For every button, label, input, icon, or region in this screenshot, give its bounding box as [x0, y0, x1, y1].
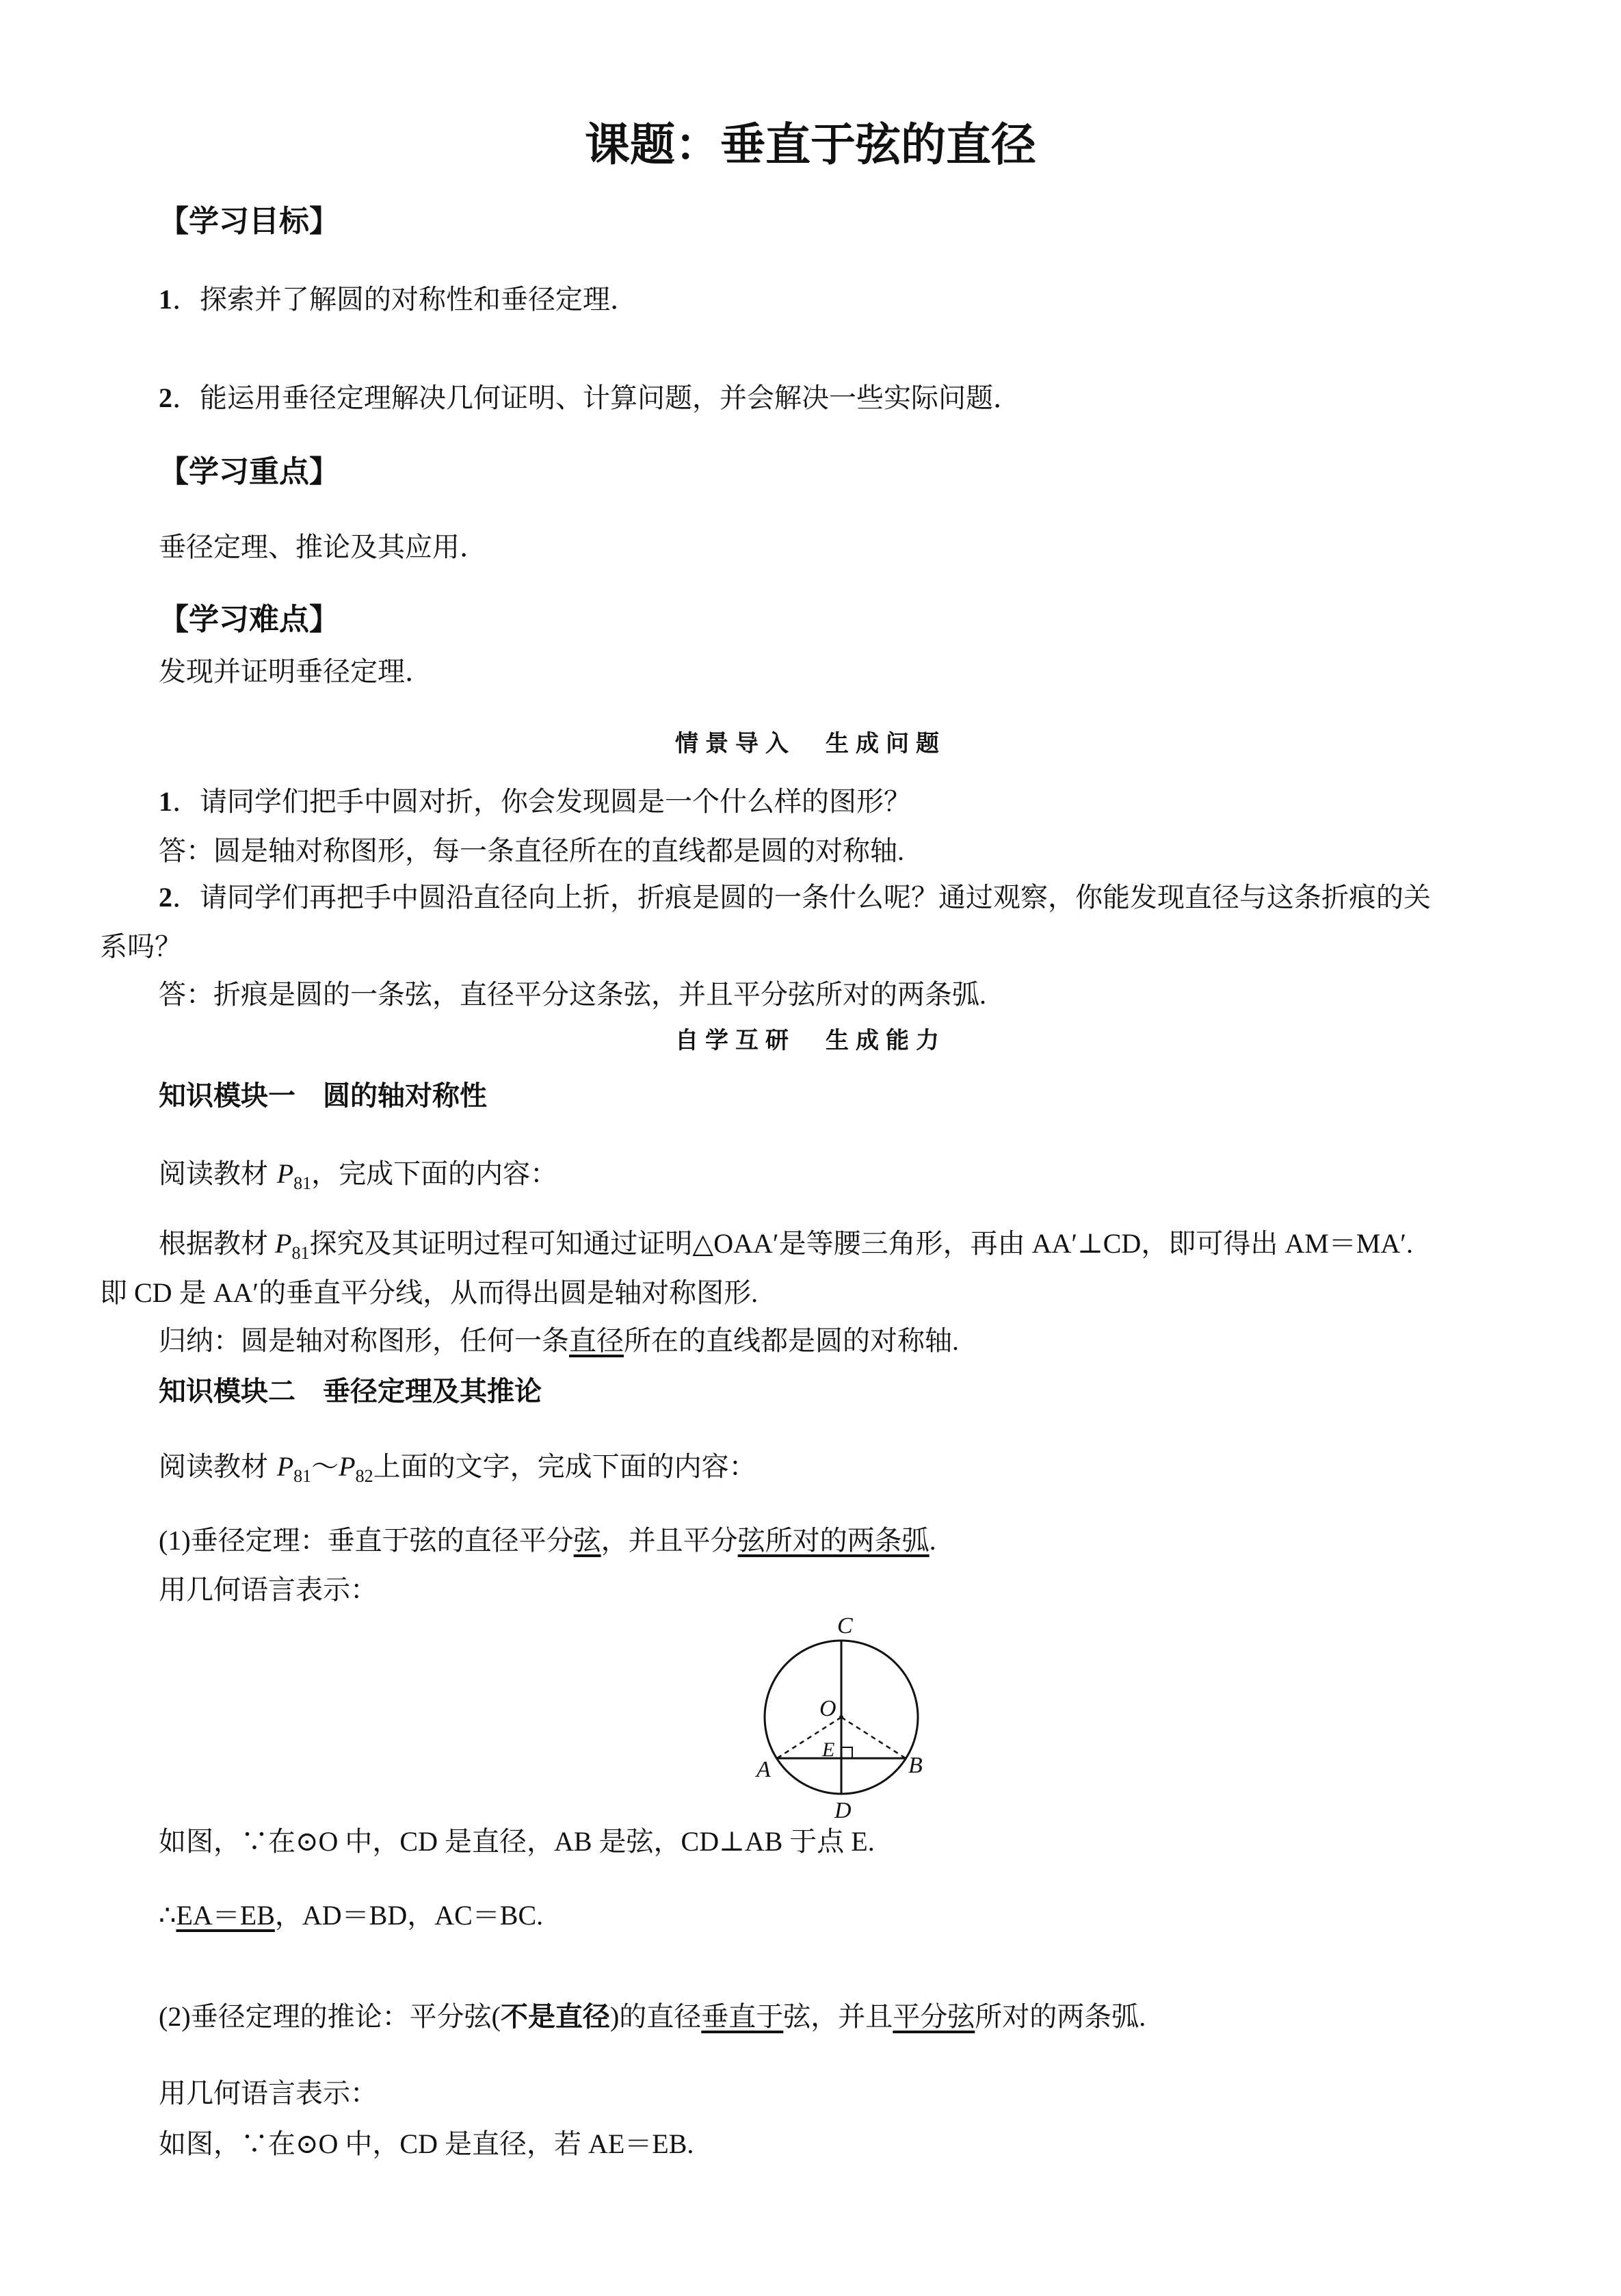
section-heading-self-study: 自学互研 生成能力 — [675, 1028, 946, 1054]
objectives-heading: 【学习目标】 — [159, 204, 339, 239]
difficulties-heading: 【学习难点】 — [159, 602, 339, 637]
objective-item — [159, 283, 637, 316]
theorem-given: 如图，∵在⊙O 中，CD 是直径，AB 是弦，CD⊥AB 于点 E. — [159, 1826, 875, 1857]
question-2-continued: 系吗？ — [100, 931, 182, 962]
geometric-language-label: 用几何语言表示： — [159, 1574, 378, 1605]
module-1-summary: 归纳：圆是轴对称图形，任何一条直径所在的直线都是圆的对称轴. — [159, 1325, 959, 1357]
question-number: 1 — [159, 786, 172, 817]
answer-2: 答：折痕是圆的一条弦，直径平分这条弦，并且平分弦所对的两条弧. — [159, 979, 986, 1010]
question-1 — [159, 785, 911, 818]
key-points-text: 垂径定理、推论及其应用． — [159, 532, 487, 563]
geometric-language-label-2: 用几何语言表示： — [159, 2078, 378, 2109]
question-number: 2 — [159, 882, 172, 913]
label-d: D — [834, 1798, 852, 1823]
theorem-conclusion: ∴EA＝EB，AD＝BD，AC＝BC. — [159, 1900, 544, 1931]
fill-blank: 弦所对的两条弧 — [737, 1525, 930, 1556]
label-e: E — [822, 1738, 835, 1761]
objective-item — [159, 382, 1020, 415]
module-2-title: 知识模块二 垂径定理及其推论 — [159, 1376, 542, 1407]
fill-blank: 平分弦 — [893, 2001, 975, 2032]
perpendicular-diameter-theorem: (1)垂径定理：垂直于弦的直径平分弦，并且平分弦所对的两条弧. — [159, 1525, 936, 1556]
circle-diagram — [752, 1604, 930, 1823]
question-2 — [159, 881, 1431, 914]
module-2-reading: 阅读教材 $P_{81}\sim P_{82}$上面的文字，完成下面的内容： — [159, 1451, 756, 1486]
theorem-corollary: (2)垂径定理的推论：平分弦(不是直径)的直径垂直于弦，并且平分弦所对的两条弧. — [159, 2001, 1146, 2033]
summary-label: 归纳 — [159, 1325, 213, 1357]
fill-blank: 直径 — [569, 1325, 624, 1356]
center-point — [839, 1715, 843, 1719]
radius-ob — [841, 1717, 906, 1758]
page-title: 课题：垂直于弦的直径 — [585, 118, 1036, 171]
right-angle-mark — [841, 1747, 852, 1758]
label-o: O — [819, 1696, 836, 1721]
fill-blank: EA＝EB — [176, 1900, 275, 1931]
key-points-heading: 【学习重点】 — [159, 454, 339, 489]
objective-text: ．探索并了解圆的对称性和垂径定理． — [172, 284, 637, 315]
difficulties-text: 发现并证明垂径定理． — [159, 656, 432, 688]
objective-text: ．能运用垂径定理解决几何证明、计算问题，并会解决一些实际问题． — [172, 382, 1020, 414]
module-1-paragraph-continued: 即 CD 是 AA′的垂直平分线，从而得出圆是轴对称图形. — [100, 1277, 759, 1308]
question-text: ．请同学们再把手中圆沿直径向上折，折痕是圆的一条什么呢？通过观察，你能发现直径与这条折痕的关 — [172, 882, 1431, 913]
label-a: A — [756, 1757, 771, 1782]
question-text: ．请同学们把手中圆对折，你会发现圆是一个什么样的图形？ — [172, 786, 911, 817]
objective-number: 2 — [159, 382, 172, 413]
fill-blank: 垂直于 — [701, 2001, 784, 2032]
section-heading-intro: 情景导入 生成问题 — [675, 731, 946, 757]
corollary-given: 如图，∵在⊙O 中，CD 是直径，若 AE＝EB. — [159, 2128, 694, 2159]
module-1-title: 知识模块一 圆的轴对称性 — [159, 1080, 487, 1112]
fill-blank: 弦 — [573, 1525, 601, 1556]
module-1-reading: 阅读教材 $P_{81}$，完成下面的内容： — [159, 1158, 558, 1193]
label-b: B — [908, 1753, 923, 1778]
module-1-paragraph: 根据教材 $P_{81}$探究及其证明过程可知通过证明△OAA′是等腰三角形，再由 AA′⊥CD，即可得出 AM＝MA′. — [159, 1228, 1413, 1263]
answer-1: 答：圆是轴对称图形，每一条直径所在的直线都是圆的对称轴. — [159, 835, 904, 866]
label-c: C — [837, 1613, 853, 1639]
objective-number: 1 — [159, 284, 172, 315]
